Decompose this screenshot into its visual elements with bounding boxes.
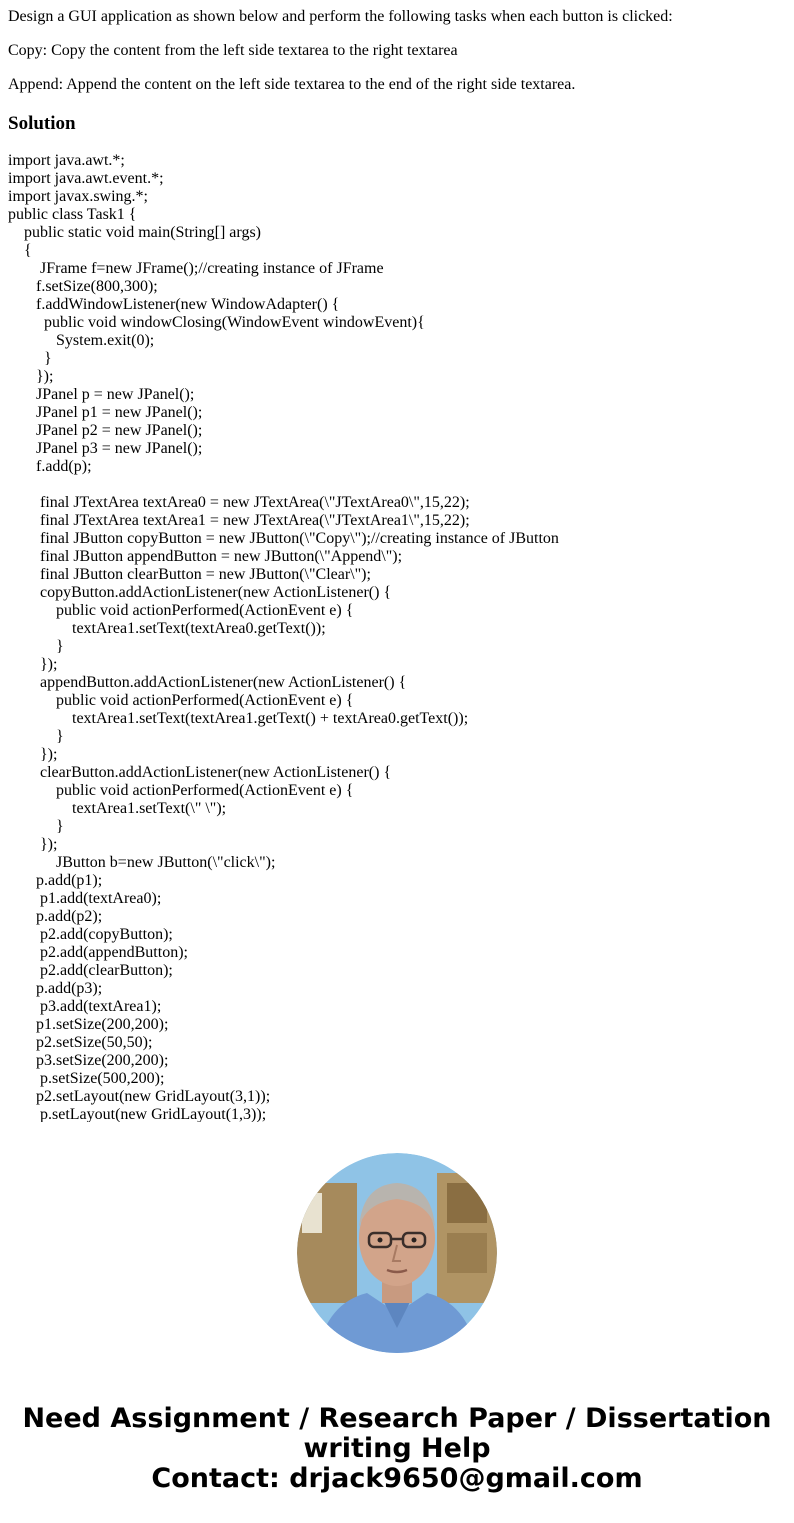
- code-line: p2.add(copyButton);: [8, 926, 173, 943]
- code-line: });: [8, 836, 58, 853]
- code-line: p.setSize(500,200);: [8, 1070, 165, 1087]
- author-avatar: [297, 1153, 497, 1353]
- code-line: f.setSize(800,300);: [8, 278, 158, 295]
- code-line: copyButton.addActionListener(new ActionListener() {: [8, 584, 392, 601]
- code-line: final JButton appendButton = new JButton(\"Append\");: [8, 548, 403, 565]
- code-line: public void actionPerformed(ActionEvent e) {: [8, 602, 354, 619]
- code-line: import javax.swing.*;: [8, 188, 148, 205]
- task-description: Design a GUI application as shown below and perform the following tasks when each button is clicked:: [8, 8, 673, 25]
- contact-banner: [0, 1404, 794, 1494]
- code-line: JPanel p3 = new JPanel();: [8, 440, 203, 457]
- code-line: p.add(p3);: [8, 980, 103, 997]
- banner-line-1: Need Assignment / Research Paper / Dissertation: [22, 1403, 772, 1434]
- code-line: p.setLayout(new GridLayout(1,3));: [8, 1106, 267, 1122]
- code-line: });: [8, 656, 58, 673]
- contact-email: Contact: drjack9650@gmail.com: [151, 1463, 643, 1494]
- code-line: }: [8, 638, 64, 655]
- code-line: final JButton clearButton = new JButton(\"Clear\");: [8, 566, 371, 583]
- code-line: public void windowClosing(WindowEvent windowEvent){: [8, 314, 425, 331]
- code-line: textArea1.setText(textArea1.getText() + textArea0.getText());: [8, 710, 469, 727]
- code-line: System.exit(0);: [8, 332, 155, 349]
- code-line: JPanel p = new JPanel();: [8, 386, 195, 403]
- banner-line-2: writing Help: [303, 1433, 491, 1464]
- code-line: p1.add(textArea0);: [8, 890, 162, 907]
- code-line: p2.setSize(50,50);: [8, 1034, 153, 1051]
- code-line: public static void main(String[] args): [8, 224, 261, 241]
- code-line: p2.add(clearButton);: [8, 962, 173, 979]
- code-line: public void actionPerformed(ActionEvent e) {: [8, 692, 354, 709]
- code-line: });: [8, 368, 54, 385]
- code-line: }: [8, 818, 64, 835]
- code-line: f.addWindowListener(new WindowAdapter() {: [8, 296, 340, 313]
- code-line: p.add(p1);: [8, 872, 103, 889]
- code-line: p3.setSize(200,200);: [8, 1052, 169, 1069]
- copy-description: Copy: Copy the content from the left side textarea to the right textarea: [8, 42, 458, 59]
- code-line: appendButton.addActionListener(new ActionListener() {: [8, 674, 407, 691]
- code-line: {: [8, 242, 32, 259]
- code-line: });: [8, 746, 58, 763]
- code-line: JPanel p2 = new JPanel();: [8, 422, 203, 439]
- code-block: [8, 152, 788, 1122]
- code-line: import java.awt.event.*;: [8, 170, 164, 187]
- code-line: p.add(p2);: [8, 908, 103, 925]
- author-portrait-image: [297, 1153, 497, 1353]
- code-line: clearButton.addActionListener(new ActionListener() {: [8, 764, 392, 781]
- solution-heading: Solution: [8, 113, 76, 134]
- code-line: textArea1.setText(\" \");: [8, 800, 227, 817]
- code-line: textArea1.setText(textArea0.getText());: [8, 620, 326, 637]
- code-line: p1.setSize(200,200);: [8, 1016, 169, 1033]
- code-line: JPanel p1 = new JPanel();: [8, 404, 203, 421]
- code-line: }: [8, 728, 64, 745]
- code-line: p2.add(appendButton);: [8, 944, 188, 961]
- append-description: Append: Append the content on the left side textarea to the end of the right side textarea.: [8, 76, 576, 93]
- code-line: final JButton copyButton = new JButton(\"Copy\");//creating instance of JButton: [8, 530, 559, 547]
- code-line: p2.setLayout(new GridLayout(3,1));: [8, 1088, 271, 1105]
- code-line: final JTextArea textArea0 = new JTextArea(\"JTextArea0\",15,22);: [8, 494, 470, 511]
- code-line: public void actionPerformed(ActionEvent e) {: [8, 782, 354, 799]
- code-line: }: [8, 350, 52, 367]
- code-line: final JTextArea textArea1 = new JTextArea(\"JTextArea1\",15,22);: [8, 512, 470, 529]
- code-line: [8, 476, 788, 494]
- code-line: f.add(p);: [8, 458, 92, 475]
- code-line: JFrame f=new JFrame();//creating instance of JFrame: [8, 260, 384, 277]
- code-line: import java.awt.*;: [8, 152, 125, 169]
- code-line: p3.add(textArea1);: [8, 998, 162, 1015]
- code-line: public class Task1 {: [8, 206, 137, 223]
- code-line: JButton b=new JButton(\"click\");: [8, 854, 276, 871]
